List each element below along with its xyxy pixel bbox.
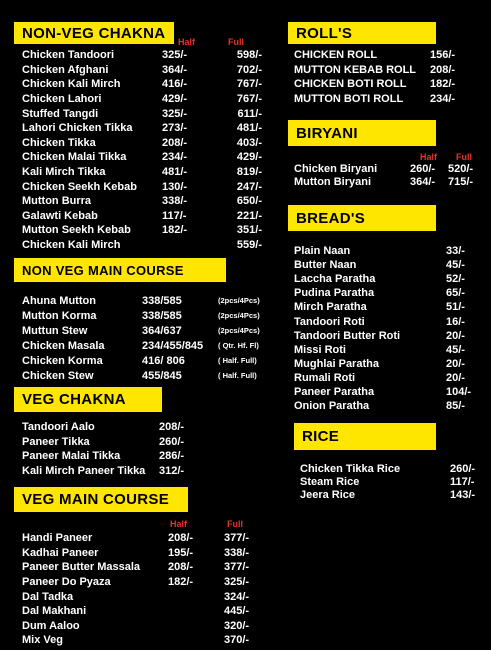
item-price: 65/- <box>446 287 465 300</box>
item-name: Jeera Rice <box>300 488 356 501</box>
item-half-price: 208/- <box>162 136 188 149</box>
item-name: Chicken Korma <box>22 354 103 367</box>
item-name: Chicken Afghani <box>22 63 109 76</box>
menu-item-row <box>294 343 481 357</box>
item-price: 260/- <box>450 463 476 476</box>
item-half-price: 325/- <box>162 107 188 120</box>
menu-item-row <box>294 92 470 107</box>
menu-item-row <box>294 357 481 371</box>
menu-item-row <box>294 77 470 92</box>
menu-item-row <box>22 604 264 619</box>
item-name: Chicken Malai Tikka <box>22 151 127 164</box>
menu-item-row <box>294 176 486 190</box>
menu-item-row <box>22 106 262 121</box>
menu-item-row <box>22 353 270 368</box>
menu-item-row <box>300 476 485 489</box>
item-portion-note: (2pcs/4Pcs) <box>218 296 260 305</box>
item-half-price: 325/- <box>162 49 188 62</box>
item-name: Tandoori Roti <box>294 315 365 328</box>
menu-item-row <box>294 314 481 328</box>
menu-item-row <box>22 77 262 92</box>
menu-item-row <box>22 633 264 648</box>
item-full-price: 377/- <box>224 532 250 545</box>
rice-header: RICE <box>294 423 436 450</box>
menu-item-row <box>22 209 262 224</box>
item-price: 20/- <box>446 329 465 342</box>
item-name: Pudina Paratha <box>294 287 375 300</box>
menu-item-row <box>300 463 485 476</box>
item-name: Chicken Biryani <box>294 162 378 175</box>
rolls-header: ROLL'S <box>288 22 436 44</box>
menu-item-row <box>22 63 262 78</box>
breads-list <box>294 244 481 413</box>
item-half-price: 208/- <box>168 532 194 545</box>
menu-item-row <box>22 136 262 151</box>
item-half-price: 182/- <box>162 224 188 237</box>
item-portion-note: (2pcs/4Pcs) <box>218 311 260 320</box>
item-name: Lahori Chicken Tikka <box>22 122 133 135</box>
item-price: 338/585 <box>142 309 182 322</box>
item-half-price: 117/- <box>162 209 187 222</box>
menu-item-row <box>22 323 270 338</box>
menu-item-row <box>22 449 199 464</box>
menu-item-row <box>294 63 470 78</box>
nonveg-chakna-full-label: Full <box>228 37 244 47</box>
item-full-price: 351/- <box>236 224 262 237</box>
item-price: 20/- <box>446 371 465 384</box>
item-full-price: 247/- <box>236 180 262 193</box>
item-full-price: 767/- <box>236 78 262 91</box>
item-half-price: 273/- <box>162 122 188 135</box>
nonveg-chakna-half-label: Half <box>178 37 196 47</box>
item-name: Onion Paratha <box>294 400 370 413</box>
menu-item-row <box>22 560 264 575</box>
item-name: Chicken Stew <box>22 369 94 382</box>
item-half-price: 195/- <box>168 546 194 559</box>
item-full-price: 325/- <box>224 576 250 589</box>
item-price: 416/ 806 <box>142 354 185 367</box>
menu-item-row <box>300 488 485 501</box>
item-name: Muttun Stew <box>22 324 88 337</box>
item-full-price: 377/- <box>224 561 250 574</box>
item-half-price: 416/- <box>162 78 188 91</box>
item-price: 338/585 <box>142 294 182 307</box>
menu-item-row <box>294 48 470 63</box>
item-name: Chicken Tandoori <box>22 49 115 62</box>
item-full-price: 481/- <box>236 122 262 135</box>
item-name: Steam Rice <box>300 476 360 489</box>
menu-item-row <box>22 589 264 604</box>
item-full-price: 320/- <box>224 619 250 632</box>
item-name: Missi Roti <box>294 343 346 356</box>
menu-item-row <box>22 223 262 238</box>
menu-item-row <box>294 258 481 272</box>
menu-item-row <box>294 385 481 399</box>
item-portion-note: ( Qtr. Hf. Fl) <box>218 341 259 350</box>
item-name: Dal Makhani <box>22 605 87 618</box>
item-name: Paneer Paratha <box>294 385 375 398</box>
menu-item-row <box>22 165 262 180</box>
menu-item-row <box>22 194 262 209</box>
breads-header: BREAD'S <box>288 205 436 231</box>
item-half-price: 364/- <box>410 176 436 189</box>
item-price: 20/- <box>446 357 465 370</box>
item-full-price: 370/- <box>224 634 250 647</box>
menu-item-row <box>22 531 264 546</box>
item-name: Tandoori Aalo <box>22 421 95 434</box>
menu-item-row <box>294 244 481 258</box>
item-price: 312/- <box>159 465 185 478</box>
item-name: Kadhai Paneer <box>22 546 99 559</box>
menu-item-row <box>294 371 481 385</box>
item-name: Chicken Kali Mirch <box>22 239 121 252</box>
item-half-price: 260/- <box>410 162 436 175</box>
item-full-price: 715/- <box>448 176 474 189</box>
item-price: 364/637 <box>142 324 182 337</box>
menu-item-row <box>22 338 270 353</box>
item-half-price: 364/- <box>162 63 188 76</box>
item-price: 51/- <box>446 301 465 314</box>
item-price: 16/- <box>446 315 465 328</box>
menu-item-row <box>22 435 199 450</box>
item-price: 85/- <box>446 400 465 413</box>
nonveg-chakna-header: NON-VEG CHAKNA <box>14 22 174 44</box>
item-name: Mirch Paratha <box>294 301 367 314</box>
item-name: Laccha Paratha <box>294 273 376 286</box>
item-price: 45/- <box>446 343 465 356</box>
item-name: Rumali Roti <box>294 371 356 384</box>
item-name: Paneer Do Pyaza <box>22 576 111 589</box>
item-name: Chicken Seekh Kebab <box>22 180 137 193</box>
menu-item-row <box>294 272 481 286</box>
menu-item-row <box>294 162 486 176</box>
item-name: Paneer Tikka <box>22 435 90 448</box>
rice-list <box>300 463 485 501</box>
item-full-price: 445/- <box>224 605 250 618</box>
menu-item-row <box>22 150 262 165</box>
veg-chakna-header: VEG CHAKNA <box>14 387 162 412</box>
menu-item-row <box>22 121 262 136</box>
item-price: 52/- <box>446 273 465 286</box>
nonveg-main-list <box>22 293 270 383</box>
nonveg-chakna-list <box>22 48 262 252</box>
item-name: Kali Mirch Paneer Tikka <box>22 465 146 478</box>
menu-item-row <box>22 464 199 479</box>
item-name: Paneer Butter Massala <box>22 561 140 574</box>
menu-item-row <box>22 546 264 561</box>
item-full-price: 403/- <box>236 136 262 149</box>
item-name: Butter Naan <box>294 259 357 272</box>
item-half-price: 130/- <box>162 180 188 193</box>
item-name: Stuffed Tangdi <box>22 107 99 120</box>
veg-main-header: VEG MAIN COURSE <box>14 487 188 512</box>
biryani-full-label: Full <box>456 152 472 162</box>
item-name: Mutton Seekh Kebab <box>22 224 131 237</box>
menu-item-row <box>294 300 481 314</box>
item-name: Ahuna Mutton <box>22 294 96 307</box>
item-full-price: 520/- <box>448 162 474 175</box>
item-portion-note: (2pcs/4Pcs) <box>218 326 260 335</box>
menu-item-row <box>22 308 270 323</box>
item-name: Dal Tadka <box>22 590 74 603</box>
rolls-list <box>294 48 470 106</box>
item-portion-note: ( Half. Full) <box>218 371 257 380</box>
menu-item-row <box>22 619 264 634</box>
item-name: Chicken Tikka Rice <box>300 463 401 476</box>
item-full-price: 338/- <box>224 546 250 559</box>
item-price: 143/- <box>450 488 476 501</box>
veg-chakna-list <box>22 420 199 478</box>
item-name: Galawti Kebab <box>22 209 98 222</box>
biryani-header: BIRYANI <box>288 120 436 146</box>
item-price: 33/- <box>446 245 465 258</box>
item-name: Tandoori Butter Roti <box>294 329 401 342</box>
item-full-price: 767/- <box>236 93 262 106</box>
item-full-price: 702/- <box>236 63 262 76</box>
menu-item-row <box>294 399 481 413</box>
item-portion-note: ( Half. Full) <box>218 356 257 365</box>
nonveg-main-header: NON VEG MAIN COURSE <box>14 258 226 282</box>
item-price: 45/- <box>446 259 465 272</box>
item-name: CHICKEN BOTI ROLL <box>294 78 407 91</box>
item-name: Mutton Biryani <box>294 176 371 189</box>
item-name: Mughlai Paratha <box>294 357 379 370</box>
item-price: 455/845 <box>142 369 182 382</box>
item-name: MUTTON BOTI ROLL <box>294 93 404 106</box>
veg-main-full-label: Full <box>227 519 243 529</box>
item-name: CHICKEN ROLL <box>294 49 378 62</box>
item-name: MUTTON KEBAB ROLL <box>294 63 417 76</box>
item-name: Mutton Burra <box>22 195 92 208</box>
menu-item-row <box>22 368 270 383</box>
item-price: 117/- <box>450 476 475 489</box>
menu-item-row <box>22 293 270 308</box>
menu-item-row <box>22 238 262 253</box>
item-name: Mutton Korma <box>22 309 97 322</box>
item-name: Paneer Malai Tikka <box>22 450 121 463</box>
item-full-price: 324/- <box>224 590 250 603</box>
item-full-price: 598/- <box>236 49 262 62</box>
item-name: Dum Aaloo <box>22 619 80 632</box>
item-name: Chicken Lahori <box>22 93 102 106</box>
item-price: 156/- <box>430 49 456 62</box>
menu-item-row <box>22 179 262 194</box>
menu-item-row <box>294 286 481 300</box>
item-half-price: 182/- <box>168 576 194 589</box>
item-price: 104/- <box>446 385 472 398</box>
item-full-price: 650/- <box>236 195 262 208</box>
menu-item-row <box>22 48 262 63</box>
item-half-price: 481/- <box>162 166 188 179</box>
item-half-price: 208/- <box>168 561 194 574</box>
item-price: 208/- <box>159 421 185 434</box>
item-half-price: 338/- <box>162 195 188 208</box>
item-price: 208/- <box>430 63 456 76</box>
biryani-half-label: Half <box>420 152 438 162</box>
item-full-price: 611/- <box>237 107 262 120</box>
item-price: 286/- <box>159 450 185 463</box>
item-name: Chicken Tikka <box>22 136 96 149</box>
item-name: Plain Naan <box>294 245 351 258</box>
item-name: Handi Paneer <box>22 532 93 545</box>
item-name: Chicken Masala <box>22 339 105 352</box>
item-full-price: 429/- <box>236 151 262 164</box>
item-half-price: 429/- <box>162 93 188 106</box>
menu-item-row <box>294 329 481 343</box>
item-name: Chicken Kali Mirch <box>22 78 121 91</box>
item-price: 182/- <box>430 78 456 91</box>
item-half-price: 234/- <box>162 151 188 164</box>
item-full-price: 819/- <box>236 166 262 179</box>
menu-item-row <box>22 92 262 107</box>
veg-main-half-label: Half <box>170 519 188 529</box>
item-price: 234/- <box>430 93 456 106</box>
item-full-price: 559/- <box>236 239 262 252</box>
veg-main-list <box>22 531 264 648</box>
item-name: Kali Mirch Tikka <box>22 166 106 179</box>
menu-item-row <box>22 420 199 435</box>
item-full-price: 221/- <box>236 209 262 222</box>
menu-item-row <box>22 575 264 590</box>
item-name: Mix Veg <box>22 634 63 647</box>
biryani-list <box>294 162 486 189</box>
item-price: 234/455/845 <box>142 339 204 352</box>
item-price: 260/- <box>159 435 185 448</box>
